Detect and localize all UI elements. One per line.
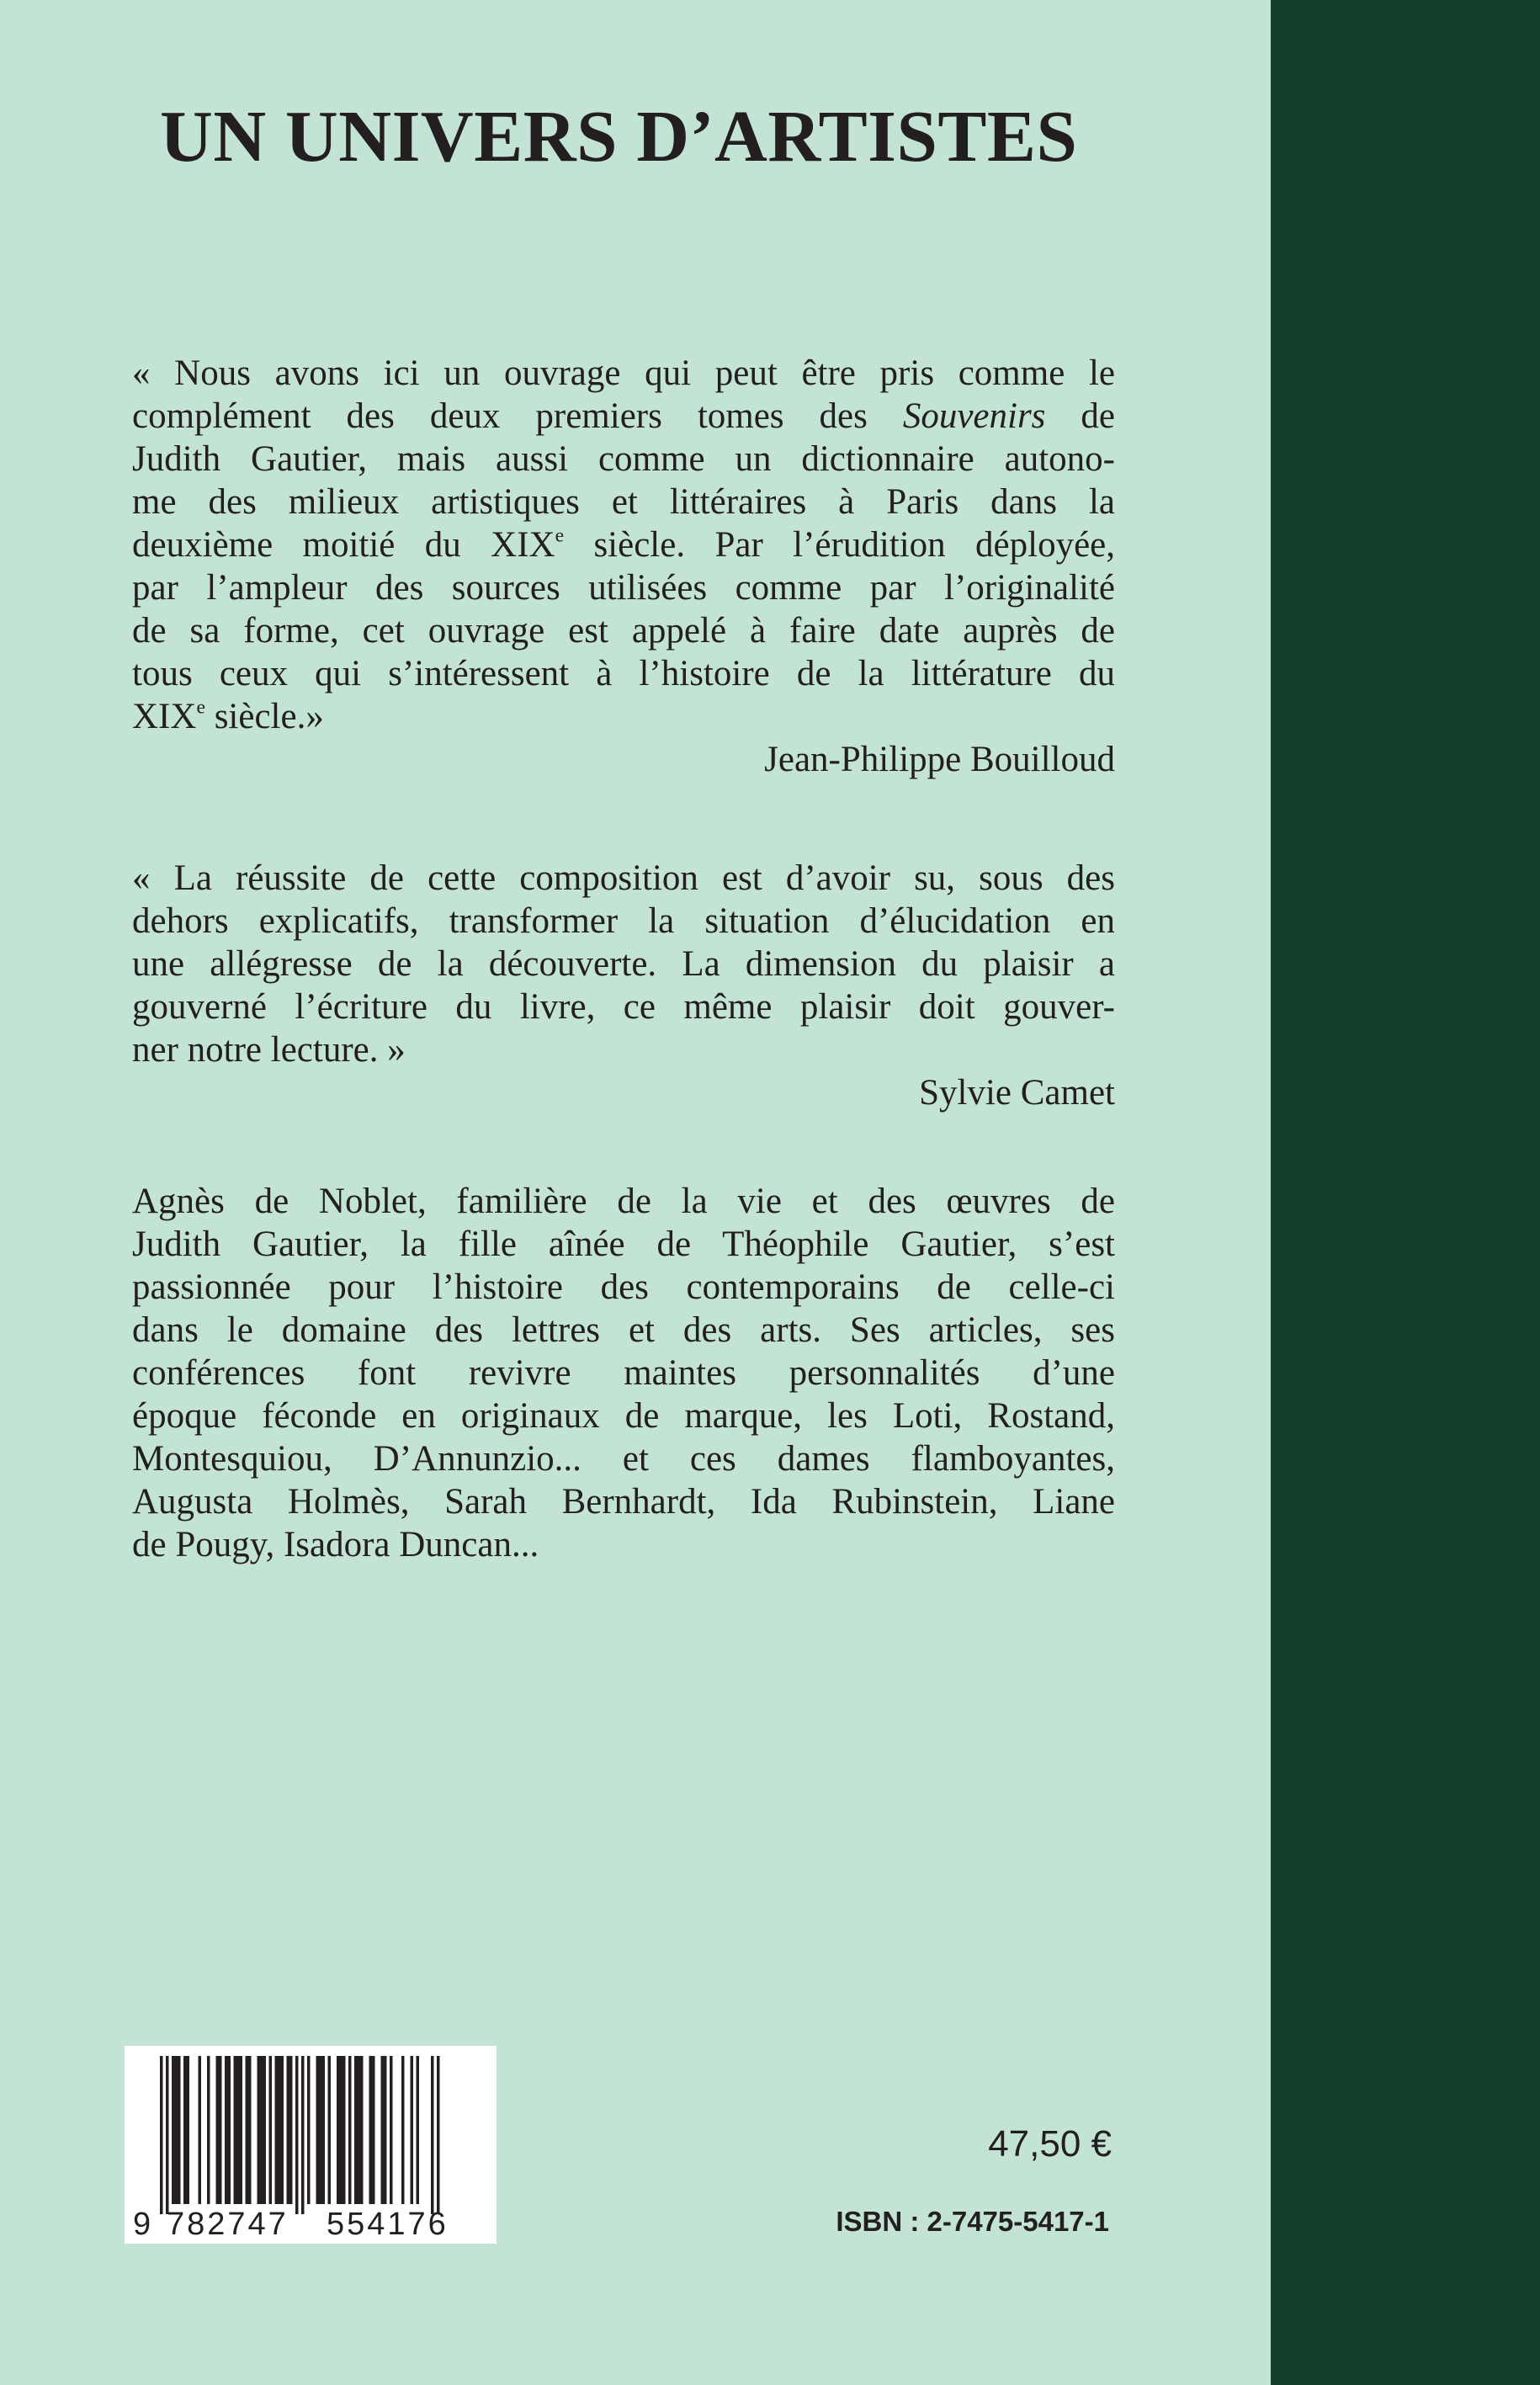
- barcode-bar: [354, 2056, 358, 2204]
- barcode-bar: [175, 2056, 178, 2204]
- barcode-guard-bar: [431, 2056, 434, 2214]
- barcode-bar: [340, 2056, 343, 2204]
- quote-bouilloud: [132, 352, 1115, 781]
- barcode-right-group: 554176: [327, 2207, 449, 2242]
- barcode-bar: [289, 2056, 293, 2204]
- bio-line: de Pougy, Isadora Duncan...: [132, 1525, 539, 1564]
- quote1-line: « Nous avons ici un ouvrage qui peut être pris comme le: [132, 353, 1115, 393]
- barcode-bar: [207, 2056, 210, 2204]
- barcode-bar: [263, 2056, 267, 2204]
- quote2-line: « La réussite de cette composition est d’avoir su, sous des: [132, 858, 1115, 898]
- barcode-guard-bar: [166, 2056, 169, 2214]
- bio-line: époque féconde en originaux de marque, les Loti, Rostand,: [132, 1396, 1115, 1436]
- bio-line: dans le domaine des lettres et des arts. Ses articles, ses: [132, 1310, 1115, 1350]
- barcode-bar: [187, 2056, 190, 2204]
- barcode-guard-bar: [437, 2056, 440, 2214]
- barcode-bar: [316, 2056, 320, 2204]
- barcode-bar: [260, 2056, 263, 2204]
- barcode-bar: [390, 2056, 393, 2204]
- book-spine: [1271, 0, 1540, 2385]
- quote1-line: me des milieux artistiques et littéraires à Paris dans la: [132, 482, 1115, 522]
- barcode-bar: [183, 2056, 187, 2204]
- barcode-bar: [228, 2056, 231, 2204]
- barcode-bar: [411, 2056, 414, 2204]
- price: 47,50 €: [988, 2123, 1112, 2165]
- barcode-bar: [246, 2056, 249, 2204]
- quote2-line: gouverné l’écriture du livre, ce même plaisir doit gouver-: [132, 987, 1115, 1027]
- barcode-bar: [278, 2056, 281, 2204]
- barcode-lead-digit: 9: [133, 2207, 154, 2242]
- barcode-bar: [199, 2056, 202, 2204]
- barcode-bar: [248, 2056, 252, 2204]
- quote2-line: ner notre lecture. »: [132, 1030, 406, 1070]
- barcode-bars: [125, 2046, 497, 2214]
- quote1-line: Judith Gautier, mais aussi comme un dictionnaire autono-: [132, 439, 1115, 479]
- barcode-bar: [307, 2056, 311, 2204]
- barcode-digits: [125, 2207, 497, 2241]
- barcode-bar: [281, 2056, 284, 2204]
- barcode-bar: [348, 2056, 352, 2204]
- barcode-bar: [343, 2056, 346, 2204]
- barcode-bar: [319, 2056, 322, 2204]
- quote1-author: Jean-Philippe Bouilloud: [764, 740, 1115, 779]
- barcode-bar: [240, 2056, 243, 2204]
- quote2-line: une allégresse de la découverte. La dimension du plaisir a: [132, 944, 1115, 984]
- barcode-bar: [381, 2056, 385, 2204]
- barcode-bar: [401, 2056, 405, 2204]
- quote2-author: Sylvie Camet: [919, 1073, 1115, 1113]
- quote1-line: par l’ampleur des sources utilisées comme par l’originalité: [132, 568, 1115, 608]
- quote-camet: [132, 857, 1115, 1114]
- barcode-bar: [178, 2056, 181, 2204]
- barcode-guard-bar: [301, 2056, 305, 2214]
- barcode-guard-bar: [295, 2056, 299, 2214]
- barcode-bar: [358, 2056, 361, 2204]
- quote1-line: deuxième moitié du XIXe siècle. Par l’érudition déployée,: [132, 524, 1115, 565]
- author-bio: [132, 1180, 1115, 1566]
- bio-line: Montesquiou, D’Annunzio... et ces dames flamboyantes,: [132, 1439, 1115, 1479]
- barcode-bar: [360, 2056, 364, 2204]
- barcode-bar: [372, 2056, 375, 2204]
- bio-line: Augusta Holmès, Sarah Bernhardt, Ida Rubinstein, Liane: [132, 1482, 1115, 1522]
- barcode-bar: [236, 2056, 240, 2204]
- souvenirs-title: Souvenirs: [902, 396, 1046, 436]
- barcode-bar: [417, 2056, 420, 2204]
- book-title: UN UNIVERS D’ARTISTES: [160, 95, 1078, 177]
- barcode-bar: [219, 2056, 222, 2204]
- bio-line: conférences font revivre maintes personnalités d’une: [132, 1353, 1115, 1393]
- bio-line: passionnée pour l’histoire des contemporains de celle-ci: [132, 1267, 1115, 1307]
- isbn-barcode: [125, 2046, 497, 2244]
- barcode-left-group: 782747: [167, 2207, 289, 2242]
- barcode-bar: [258, 2056, 261, 2204]
- barcode-guard-bar: [160, 2056, 163, 2214]
- bio-line: Agnès de Noblet, familière de la vie et des œuvres de: [132, 1182, 1115, 1221]
- barcode-bar: [275, 2056, 279, 2204]
- barcode-bar: [172, 2056, 175, 2204]
- quote1-line: XIXe siècle.»: [132, 696, 324, 736]
- isbn-number: ISBN : 2-7475-5417-1: [836, 2206, 1109, 2237]
- barcode-bar: [369, 2056, 373, 2204]
- bio-line: Judith Gautier, la fille aînée de Théophile Gautier, s’est: [132, 1224, 1115, 1264]
- barcode-bar: [384, 2056, 387, 2204]
- barcode-bar: [225, 2056, 228, 2204]
- barcode-bar: [234, 2056, 237, 2204]
- quote1-line: de sa forme, cet ouvrage est appelé à faire date auprès de: [132, 611, 1115, 651]
- barcode-bar: [269, 2056, 273, 2204]
- quote1-line: complément des deux premiers tomes des Souvenirs de: [132, 396, 1115, 436]
- quote2-line: dehors explicatifs, transformer la situation d’élucidation en: [132, 901, 1115, 941]
- quote1-line: tous ceux qui s’intéressent à l’histoire de la littérature du: [132, 654, 1115, 693]
- barcode-bar: [216, 2056, 220, 2204]
- barcode-bar: [322, 2056, 326, 2204]
- barcode-bar: [287, 2056, 290, 2204]
- barcode-bar: [337, 2056, 340, 2204]
- barcode-bar: [328, 2056, 332, 2204]
